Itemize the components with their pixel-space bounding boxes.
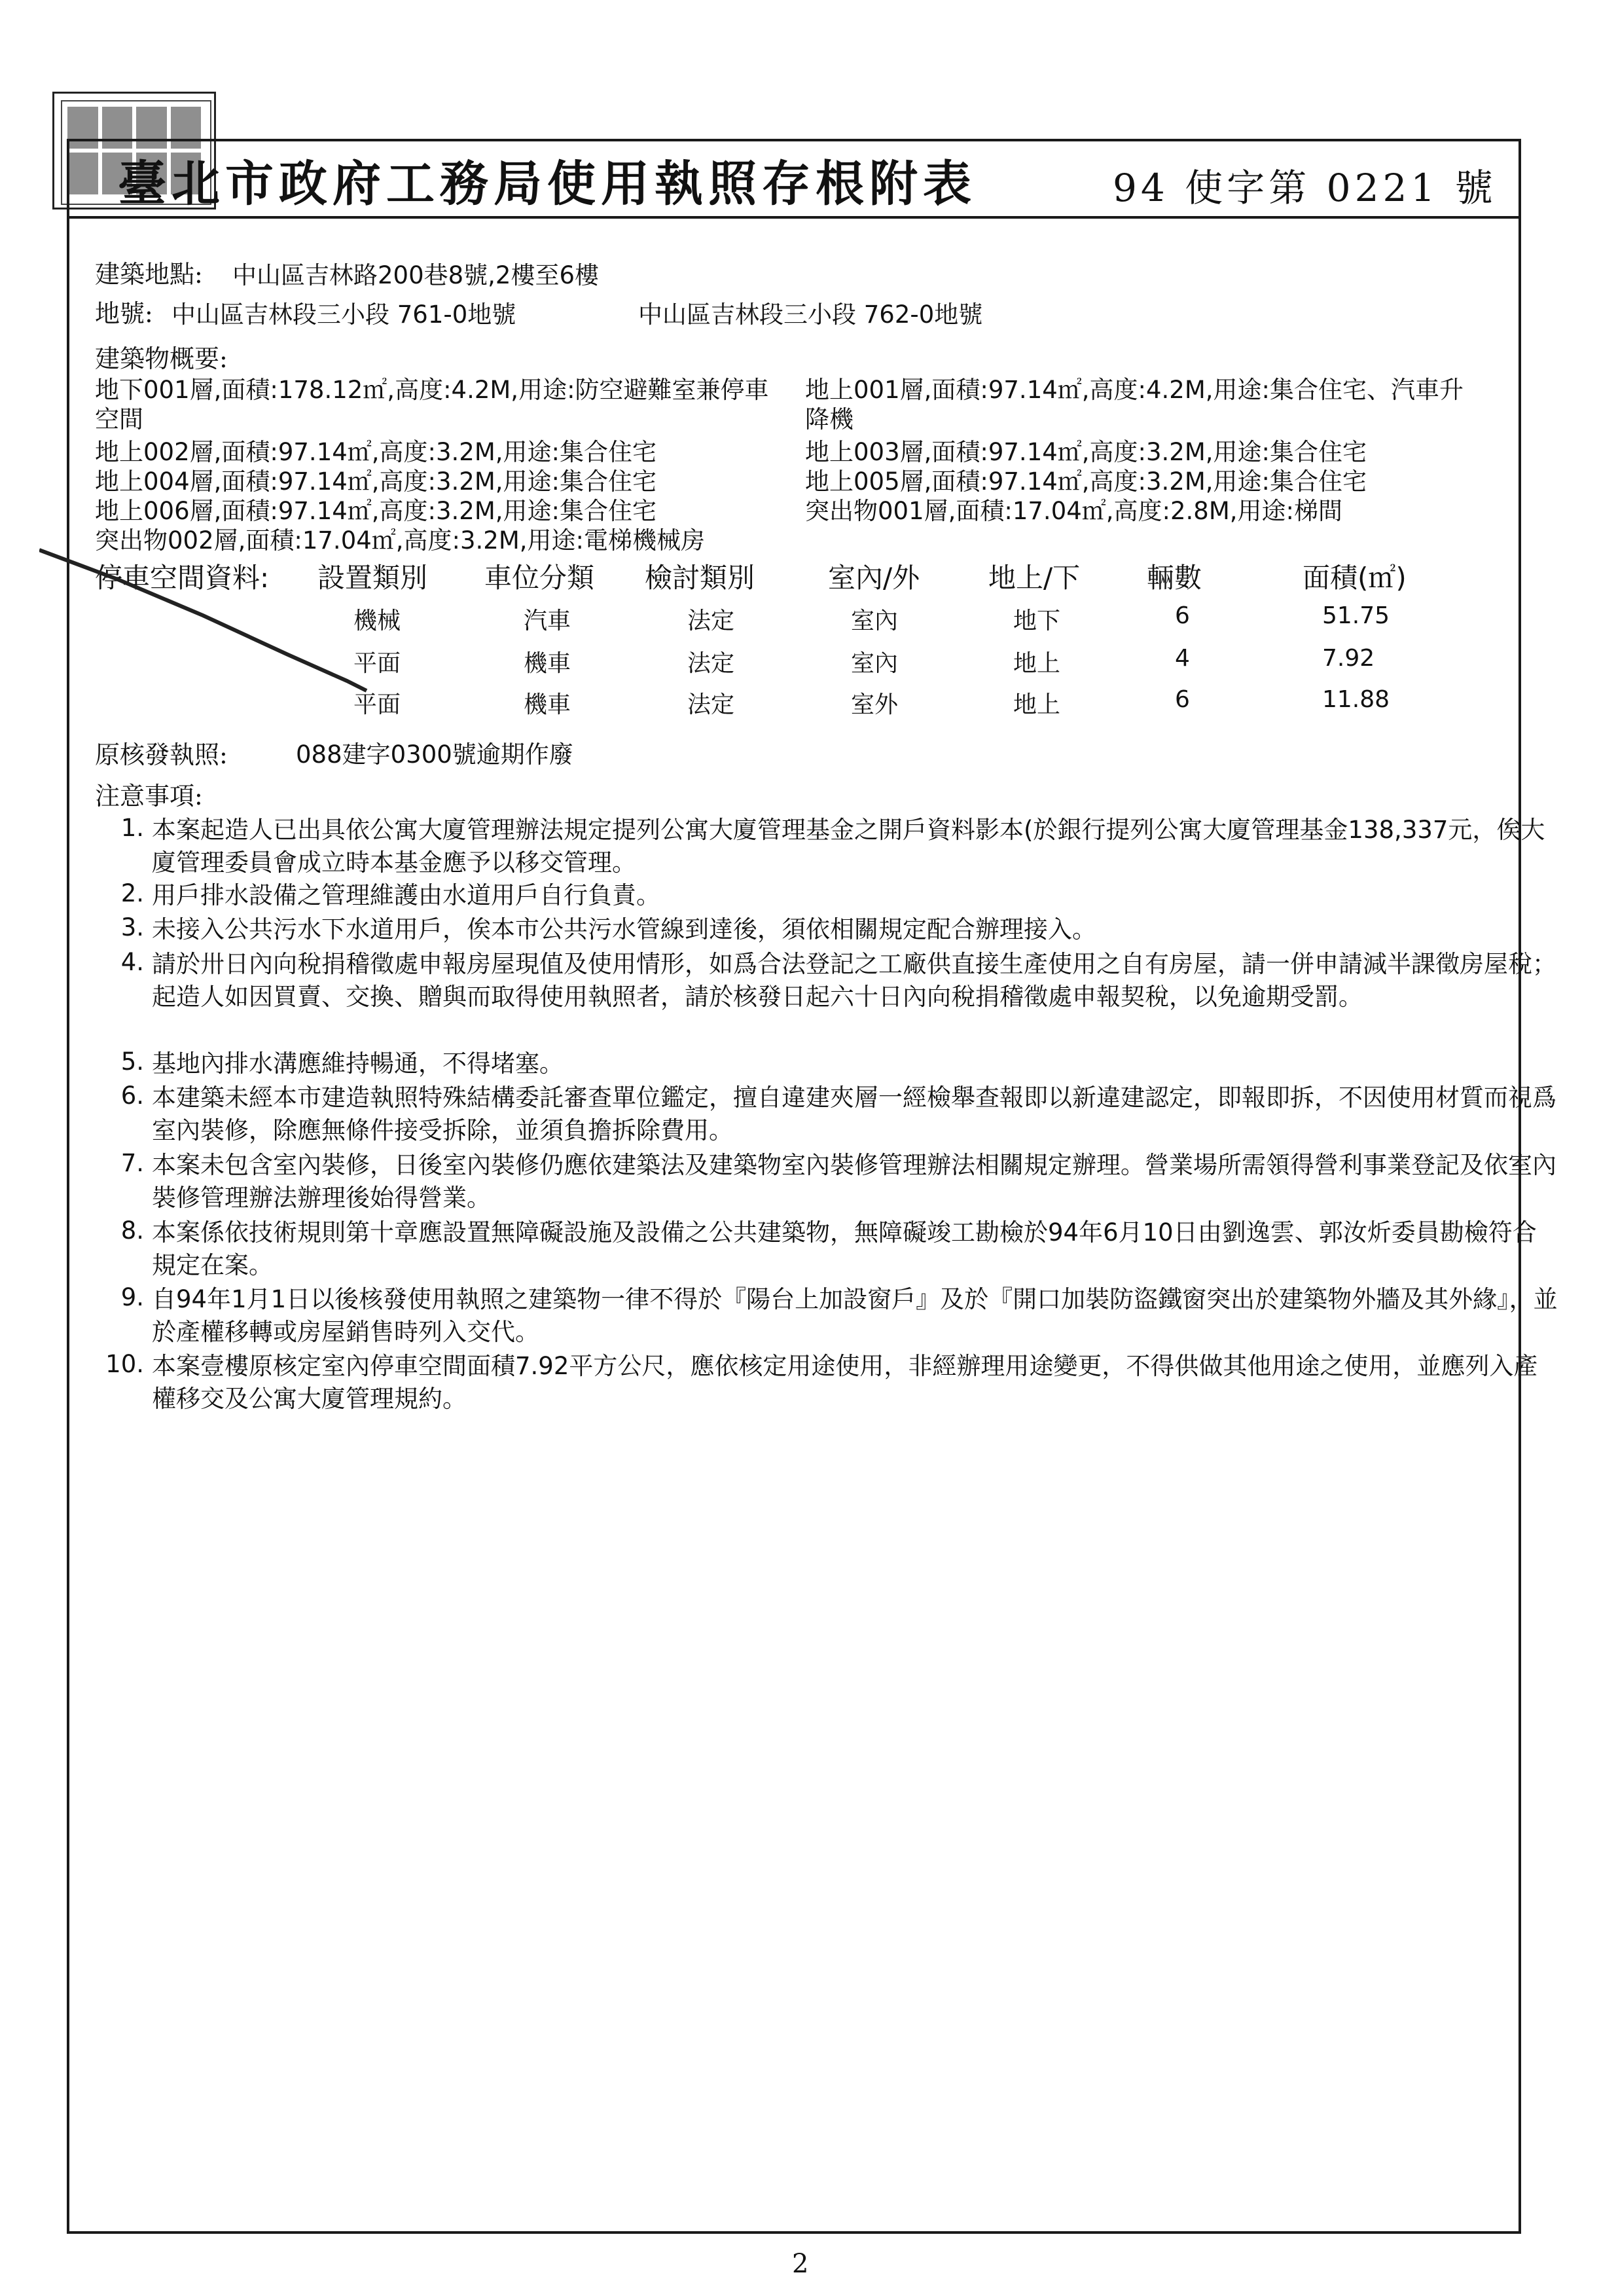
parking-header-review: 檢討類別 (645, 562, 755, 594)
parking-cell: 地上 (1013, 650, 1061, 677)
overview-left-line: 空間 (95, 405, 143, 433)
parking-header-area: 面積(㎡) (1303, 562, 1407, 594)
page-number: 2 (792, 2249, 809, 2279)
lot-label: 地號: (95, 299, 153, 328)
parking-cell: 4 (1175, 645, 1190, 672)
parking-cell: 51.75 (1322, 602, 1390, 629)
note-text: 本案壹樓原核定室內停車空間面積7.92平方公尺，應依核定用途使用，非經辦理用途變更，不得供做其他用途之使用，並應列入產權移交及公寓大廈管理規約。 (152, 1352, 1538, 1413)
note-text: 本案未包含室內裝修，日後室內裝修仍應依建築法及建築物室內裝修管理辦法相關規定辦理。營業場所需領得營利事業登記及依室內裝修管理辦法辦理後始得營業。 (152, 1151, 1556, 1212)
note-number: 1. (120, 814, 144, 842)
overview-right-line: 地上005層,面積:97.14㎡,高度:3.2M,用途:集合住宅 (805, 467, 1367, 496)
note-text: 本案係依技術規則第十章應設置無障礙設施及設備之公共建築物，無障礙竣工勘檢於94年6月10日由劉逸雲、郭汝炘委員勘檢符合規定在案。 (152, 1218, 1537, 1279)
document-title: 臺北市政府工務局使用執照存根附表 (118, 156, 977, 212)
parking-cell: 機車 (524, 650, 571, 677)
parking-cell: 機械 (353, 608, 401, 634)
parking-cell: 6 (1175, 686, 1190, 713)
location-label: 建築地點: (95, 260, 203, 289)
note-text: 基地內排水溝應維持暢通，不得堵塞。 (152, 1049, 564, 1078)
overview-label: 建築物概要: (95, 344, 228, 373)
parking-cell: 法定 (687, 650, 735, 677)
parking-cell: 室內 (851, 608, 899, 634)
note-text: 本案起造人已出具依公寓大廈管理辦法規定提列公寓大廈管理基金之開戶資料影本(於銀行提列公寓大廈管理基金138,337元，俟大廈管理委員會成立時本基金應予以移交管理。 (152, 816, 1545, 877)
note-number: 6. (120, 1082, 144, 1110)
overview-right-line: 降機 (805, 405, 854, 433)
parking-cell: 機車 (524, 691, 571, 718)
notes-label: 注意事項: (95, 782, 203, 811)
note-text: 自94年1月1日以後核發使用執照之建築物一律不得於『陽台上加設窗戶』及於『開口加裝防盜鐵窗突出於建築物外牆及其外緣』，並於產權移轉或房屋銷售時列入交代。 (152, 1285, 1558, 1346)
note-number: 9. (120, 1283, 144, 1311)
overview-left-line: 地上004層,面積:97.14㎡,高度:3.2M,用途:集合住宅 (95, 467, 656, 496)
parking-header-level: 地上/下 (988, 562, 1081, 594)
overview-right-line: 地上003層,面積:97.14㎡,高度:3.2M,用途:集合住宅 (805, 438, 1367, 466)
scan-artifact-line (39, 537, 380, 707)
lot-value-1: 中山區吉林段三小段 761-0地號 (171, 301, 516, 329)
title-divider (67, 216, 1521, 219)
parking-header-count: 輛數 (1147, 562, 1202, 594)
overview-left-line: 突出物002層,面積:17.04㎡,高度:3.2M,用途:電梯機械房 (95, 526, 705, 555)
note-number: 2. (120, 879, 144, 907)
parking-header-category: 車位分類 (484, 562, 595, 594)
parking-cell: 汽車 (524, 608, 571, 634)
note-text: 用戶排水設備之管理維護由水道用戶自行負責。 (152, 881, 660, 909)
parking-cell: 法定 (687, 691, 735, 718)
note-number: 4. (120, 948, 144, 976)
note-number: 3. (120, 913, 144, 941)
parking-cell: 平面 (353, 650, 401, 677)
overview-left-line: 地上006層,面積:97.14㎡,高度:3.2M,用途:集合住宅 (95, 497, 656, 525)
note-text: 本建築未經本市建造執照特殊結構委託審查單位鑑定，擅自違建夾層一經檢舉查報即以新違建認定，即報即拆，不因使用材質而視爲室內裝修，除應無條件接受拆除，並須負擔拆除費用。 (152, 1084, 1556, 1144)
parking-cell: 7.92 (1322, 645, 1375, 672)
lot-value-2: 中山區吉林段三小段 762-0地號 (638, 301, 983, 329)
parking-cell: 室內 (851, 650, 899, 677)
original-permit-value: 088建字0300號逾期作廢 (296, 740, 573, 769)
overview-right-line: 突出物001層,面積:17.04㎡,高度:2.8M,用途:梯間 (805, 497, 1342, 525)
note-text: 請於卅日內向稅捐稽徵處申報房屋現值及使用情形，如爲合法登記之工廠供直接生產使用之自有房屋，請一併申請減半課徵房屋稅；起造人如因買賣、交換、贈與而取得使用執照者，請於核發日起六十日內向稅捐稽徵處申報契稅，以免逾期受罰。 (152, 950, 1556, 1011)
original-permit-label: 原核發執照: (95, 740, 228, 769)
overview-left-line: 地上002層,面積:97.14㎡,高度:3.2M,用途:集合住宅 (95, 438, 656, 466)
parking-cell: 11.88 (1322, 686, 1390, 713)
overview-right-line: 地上001層,面積:97.14㎡,高度:4.2M,用途:集合住宅、汽車升 (805, 376, 1464, 404)
parking-cell: 室外 (851, 691, 899, 718)
location-value: 中山區吉林路200巷8號,2樓至6樓 (232, 261, 600, 289)
note-number: 5. (120, 1048, 144, 1076)
note-number: 8. (120, 1216, 144, 1245)
parking-header-indoor: 室內/外 (828, 562, 920, 594)
parking-cell: 平面 (353, 691, 401, 718)
parking-cell: 法定 (687, 608, 735, 634)
parking-header-type: 設置類別 (317, 562, 428, 594)
note-number: 10. (105, 1350, 144, 1378)
permit-number: 94 使字第 0221 號 (1113, 166, 1497, 210)
note-number: 7. (120, 1149, 144, 1177)
parking-label: 停車空間資料: (95, 562, 270, 594)
parking-cell: 地下 (1013, 608, 1061, 634)
overview-left-line: 地下001層,面積:178.12㎡,高度:4.2M,用途:防空避難室兼停車 (95, 376, 769, 404)
note-text: 未接入公共污水下水道用戶，俟本市公共污水管線到達後，須依相關規定配合辦理接入。 (152, 915, 1096, 943)
parking-cell: 6 (1175, 602, 1190, 629)
parking-cell: 地上 (1013, 691, 1061, 718)
